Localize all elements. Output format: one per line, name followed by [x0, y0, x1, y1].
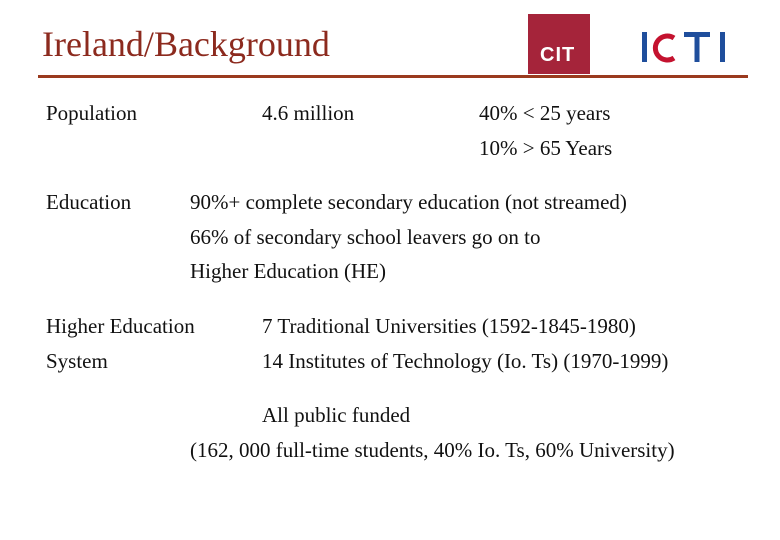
- ioti-logo-mark: [640, 30, 732, 66]
- education-line-2: 66% of secondary school leavers go on to: [190, 225, 541, 249]
- he-system-label-line-2: System: [46, 349, 108, 373]
- slide-title: Ireland/Background: [42, 24, 330, 64]
- education-line-1: 90%+ complete secondary education (not streamed): [190, 190, 627, 214]
- title-divider: [38, 75, 748, 78]
- population-label: Population: [46, 101, 138, 125]
- universities-item: 7 Traditional Universities (1592-1845-1980): [262, 314, 636, 338]
- funding-line-1: All public funded: [262, 403, 411, 427]
- population-value: 4.6 million: [262, 101, 355, 125]
- ioti-logo: [640, 30, 732, 66]
- cit-logo-text: CIT: [540, 44, 576, 66]
- he-system-label-line-1: Higher Education: [46, 314, 195, 338]
- institutes-item: 14 Institutes of Technology (Io. Ts) (1970-1999): [262, 349, 669, 373]
- population-stat-old: 10% > 65 Years: [479, 136, 613, 160]
- funding-line-2: (162, 000 full-time students, 40% Io. Ts, 60% University): [190, 438, 675, 462]
- cit-logo: [528, 14, 590, 74]
- education-label: Education: [46, 190, 132, 214]
- education-line-3: Higher Education (HE): [190, 259, 386, 283]
- population-stat-young: 40% < 25 years: [479, 101, 611, 125]
